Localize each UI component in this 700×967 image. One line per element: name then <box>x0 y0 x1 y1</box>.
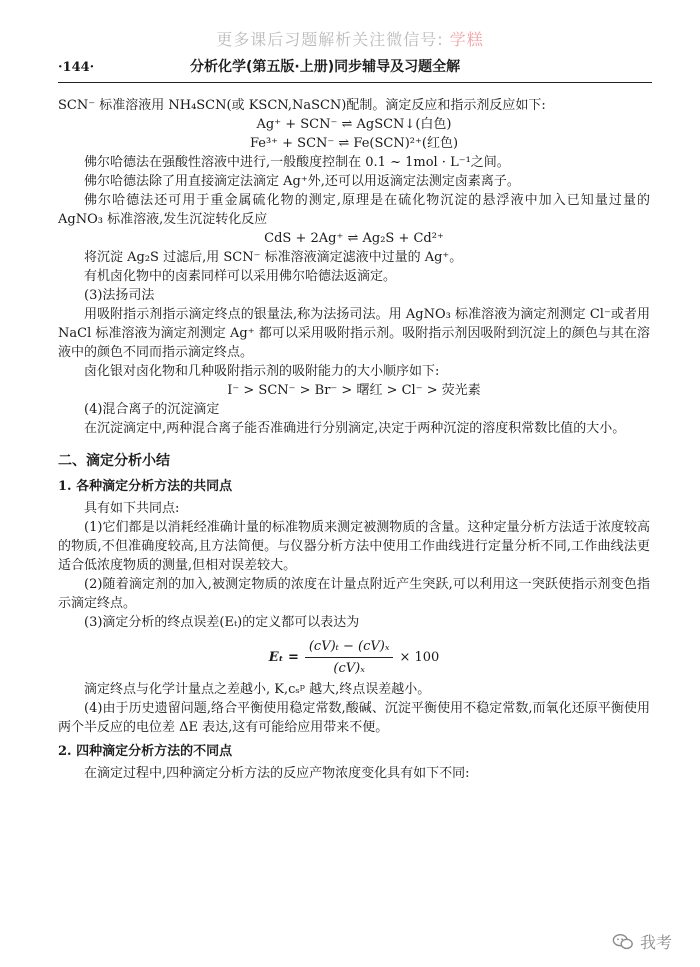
equation: CdS + 2Ag⁺ ⇌ Ag₂S + Cd²⁺ <box>264 231 444 246</box>
error-formula <box>58 637 650 677</box>
paragraph: 用吸附指示剂指示滴定终点的银量法,称为法扬司法。用 AgNO₃ 标准溶液为滴定剂测定 Cl⁻或者用 NaCl 标准溶液为滴定剂测定 Ag⁺ 都可以采用吸附指示剂。吸附指示剂因吸附到沉淀上的颜色与其在溶液中的颜色不同而指示滴定终点。 <box>58 307 650 360</box>
running-title: 分析化学(第五版·上册)同步辅导及习题全解 <box>190 59 461 75</box>
paragraph: (1)它们都是以消耗经准确计量的标准物质来测定被测物质的含量。这种定量分析方法适于浓度较高的物质,不但准确度较高,且方法简便。与仪器分析方法中使用工作曲线进行定量分析不同,工作曲线法更适合低浓度物质的测量,但相对误差较大。 <box>58 520 650 573</box>
paragraph: 具有如下共同点: <box>84 501 180 516</box>
equation: I⁻ > SCN⁻ > Br⁻ > 曙红 > Cl⁻ > 荧光素 <box>227 383 481 398</box>
paragraph: 佛尔哈德法除了用直接滴定法滴定 Ag⁺外,还可以用返滴定法测定卤素离子。 <box>84 174 520 189</box>
paragraph: 佛尔哈德法在强酸性溶液中进行,一般酸度控制在 0.1 ~ 1mol · L⁻¹之间。 <box>84 155 510 170</box>
paragraph: 佛尔哈德法还可用于重金属硫化物的测定,原理是在硫化物沉淀的悬浮液中加入已知量过量的 AgNO₃ 标准溶液,发生沉淀转化反应 <box>58 193 650 227</box>
paragraph: (3)滴定分析的终点误差(Eₜ)的定义都可以表达为 <box>84 615 360 630</box>
paragraph: (2)随着滴定剂的加入,被测定物质的浓度在计量点附近产生突跃,可以利用这一突跃使指示剂变色指示滴定终点。 <box>58 577 650 611</box>
paragraph: 有机卤化物中的卤素同样可以采用佛尔哈德法返滴定。 <box>84 269 397 284</box>
formula-denominator: (cV)ₓ <box>333 660 365 676</box>
formula-lhs: Eₜ = <box>268 649 299 665</box>
formula-rhs: × 100 <box>399 649 440 665</box>
paragraph: 在滴定过程中,四种滴定分析方法的反应产物浓度变化具有如下不同: <box>84 766 470 781</box>
paragraph: (4)由于历史遗留问题,络合平衡使用稳定常数,酸碱、沉淀平衡使用不稳定常数,而氧化还原平衡使用两个半反应的电位差 ΔE 表达,这有可能给应用带来不便。 <box>58 701 650 735</box>
chat-bubble-icon <box>612 931 634 953</box>
equation: Ag⁺ + SCN⁻ ⇌ AgSCN↓(白色) <box>256 117 452 132</box>
page-content <box>58 96 650 783</box>
section-heading: 二、滴定分析小结 <box>58 453 170 469</box>
watermark-banner <box>0 30 700 49</box>
page-number: ·144· <box>58 60 95 75</box>
subsection-heading: 1. 各种滴定分析方法的共同点 <box>58 479 233 494</box>
paragraph: 滴定终点与化学计量点之差越小, K,cₛᵖ 越大,终点误差越小。 <box>84 682 431 697</box>
paragraph: 将沉淀 Ag₂S 过滤后,用 SCN⁻ 标准溶液滴定滤液中过量的 Ag⁺。 <box>84 250 463 265</box>
paragraph: SCN⁻ 标准溶液用 NH₄SCN(或 KSCN,NaSCN)配制。滴定反应和指示剂反应如下: <box>58 98 546 113</box>
paragraph: 卤化银对卤化物和几种吸附指示剂的吸附能力的大小顺序如下: <box>84 364 440 379</box>
watermark-accent: 学糕 <box>449 30 484 49</box>
page-header <box>58 58 652 78</box>
footer-watermark <box>612 931 672 953</box>
paragraph: 在沉淀滴定中,两种混合离子能否准确进行分别滴定,决定于两种沉淀的溶度积常数比值的大小。 <box>84 421 626 436</box>
subheading: (3)法扬司法 <box>84 288 155 303</box>
formula-fraction <box>305 638 394 677</box>
footer-watermark-text: 我考 <box>639 932 672 952</box>
subheading: (4)混合离子的沉淀滴定 <box>84 402 220 417</box>
formula-numerator: (cV)ₜ − (cV)ₓ <box>305 638 394 658</box>
header-rule <box>58 82 652 83</box>
subsection-heading: 2. 四种滴定分析方法的不同点 <box>58 744 233 759</box>
watermark-text: 更多课后习题解析关注微信号: <box>216 30 444 49</box>
equation: Fe³⁺ + SCN⁻ ⇌ Fe(SCN)²⁺(红色) <box>249 136 459 151</box>
